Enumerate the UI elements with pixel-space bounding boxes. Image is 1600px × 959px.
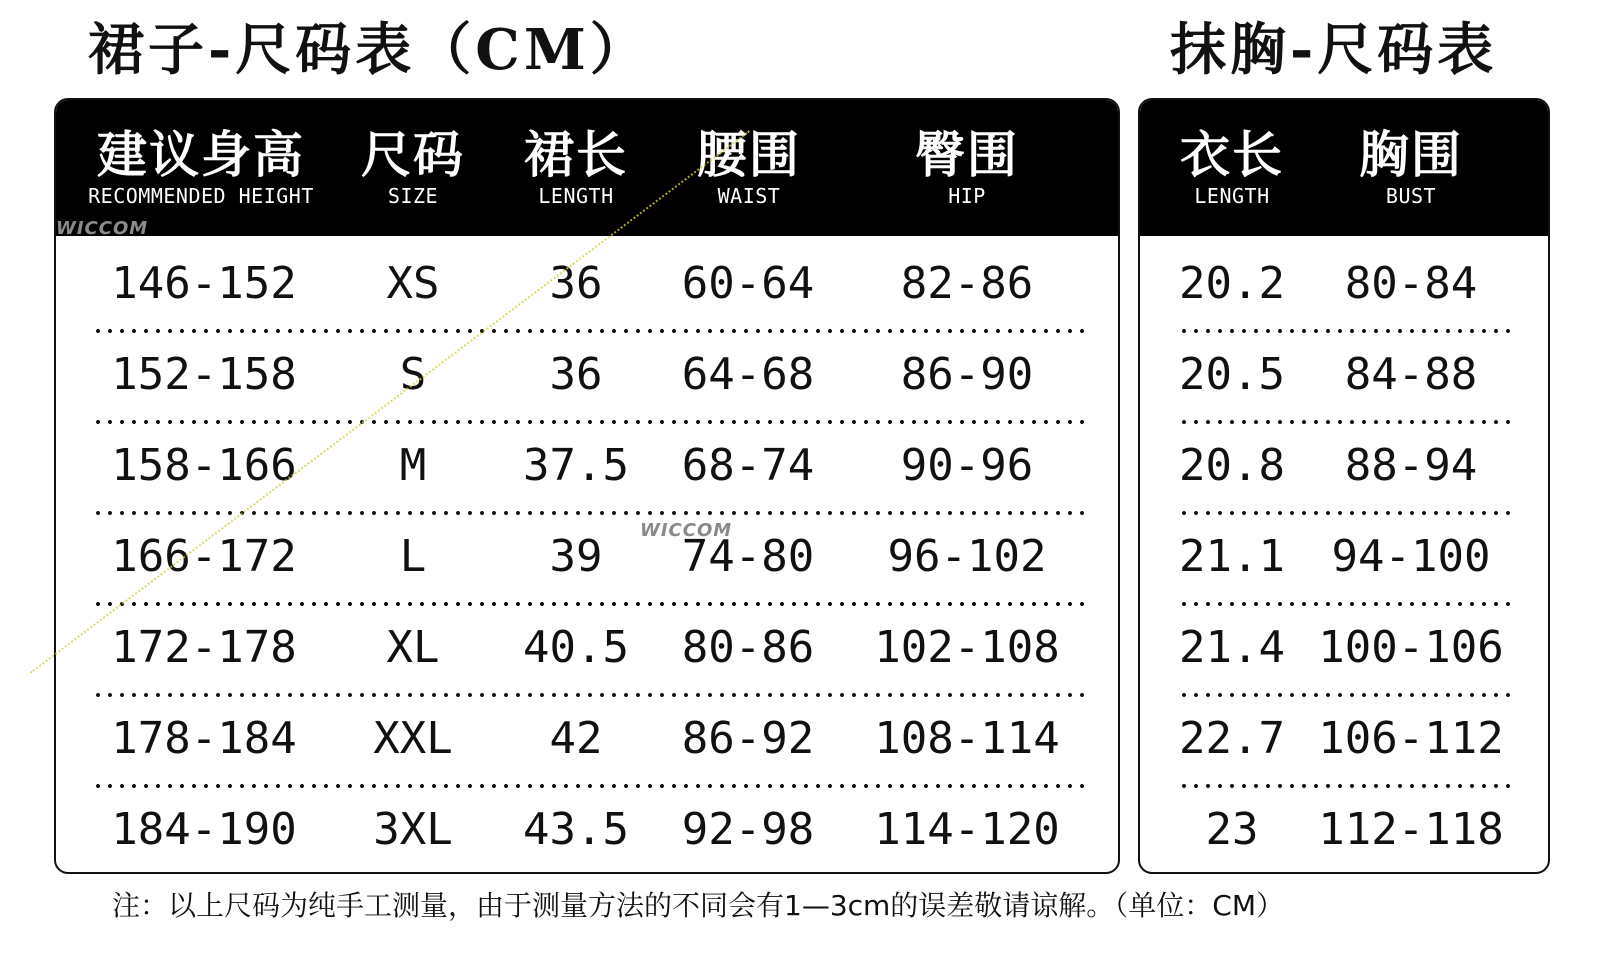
length-cell: 23	[1205, 804, 1259, 855]
header-cn-label: 尺码	[361, 126, 465, 184]
length-cell: 40.5	[523, 622, 629, 673]
size-cell: S	[399, 349, 427, 400]
bust-cell: 80-84	[1344, 258, 1478, 309]
hip-cell: 86-90	[900, 349, 1034, 400]
bust-cell: 112-118	[1318, 804, 1504, 855]
header-cn-label: 胸围	[1359, 126, 1463, 184]
header-length	[1170, 100, 1294, 236]
size-cell: XXL	[373, 713, 453, 764]
table-row	[1140, 240, 1548, 331]
header-cn-label: 腰围	[697, 126, 801, 184]
size-cell: M	[399, 440, 427, 491]
height-cell: 158-166	[111, 440, 297, 491]
table-row	[56, 422, 1118, 513]
table-row	[1140, 331, 1548, 422]
length-cell: 20.2	[1179, 258, 1285, 309]
header-length	[506, 100, 646, 236]
hip-cell: 82-86	[900, 258, 1034, 309]
length-cell: 22.7	[1179, 713, 1285, 764]
length-cell: 20.5	[1179, 349, 1285, 400]
size-cell: 3XL	[373, 804, 453, 855]
header-bust	[1346, 100, 1476, 236]
bandeau-size-table	[1138, 98, 1550, 874]
header-cn-label: 裙长	[524, 126, 628, 184]
waist-cell: 86-92	[681, 713, 815, 764]
length-cell: 36	[549, 258, 603, 309]
hip-cell: 90-96	[900, 440, 1034, 491]
table-row	[1140, 513, 1548, 604]
length-cell: 39	[549, 531, 603, 582]
bandeau-size-chart-title: 抹胸-尺码表	[1170, 17, 1498, 83]
bust-cell: 84-88	[1344, 349, 1478, 400]
header-en-label: HIP	[948, 184, 986, 208]
header-en-label: WAIST	[717, 184, 781, 208]
table-row	[56, 695, 1118, 786]
height-cell: 166-172	[111, 531, 297, 582]
length-cell: 21.4	[1179, 622, 1285, 673]
length-cell: 43.5	[523, 804, 629, 855]
length-cell: 21.1	[1179, 531, 1285, 582]
table-row	[1140, 422, 1548, 513]
footnote: 注：以上尺码为纯手工测量，由于测量方法的不同会有1—3cm的误差敬请谅解。（单位：CM）	[112, 889, 1285, 922]
waist-cell: 64-68	[681, 349, 815, 400]
header-size	[348, 100, 478, 236]
header-en-label: LENGTH	[1194, 184, 1270, 208]
height-cell: 146-152	[111, 258, 297, 309]
height-cell: 172-178	[111, 622, 297, 673]
header-en-label: LENGTH	[538, 184, 614, 208]
waist-cell: 92-98	[681, 804, 815, 855]
header-waist	[674, 100, 824, 236]
bust-cell: 94-100	[1331, 531, 1491, 582]
hip-cell: 96-102	[887, 531, 1047, 582]
header-en-label: BUST	[1385, 184, 1437, 208]
length-cell: 20.8	[1179, 440, 1285, 491]
size-cell: L	[399, 531, 427, 582]
header-cn-label: 臀围	[915, 126, 1019, 184]
height-cell: 178-184	[111, 713, 297, 764]
table-row	[56, 513, 1118, 604]
watermark: WICCOM	[56, 218, 149, 239]
bust-cell: 100-106	[1318, 622, 1504, 673]
hip-cell: 108-114	[874, 713, 1060, 764]
waist-cell: 80-86	[681, 622, 815, 673]
table-row	[1140, 695, 1548, 786]
waist-cell: 74-80	[681, 531, 815, 582]
length-cell: 36	[549, 349, 603, 400]
table-row	[56, 786, 1118, 874]
table-row	[56, 331, 1118, 422]
header-hip	[874, 100, 1060, 236]
header-en-label: RECOMMENDED HEIGHT	[88, 184, 314, 208]
length-cell: 37.5	[523, 440, 629, 491]
waist-cell: 68-74	[681, 440, 815, 491]
hip-cell: 102-108	[874, 622, 1060, 673]
skirt-size-chart-title: 裙子-尺码表（CM）	[88, 17, 650, 83]
height-cell: 152-158	[111, 349, 297, 400]
size-cell: XS	[386, 258, 440, 309]
table-row	[56, 604, 1118, 695]
waist-cell: 60-64	[681, 258, 815, 309]
hip-cell: 114-120	[874, 804, 1060, 855]
header-en-label: SIZE	[387, 184, 439, 208]
height-cell: 184-190	[111, 804, 297, 855]
watermark: WICCOM	[640, 520, 733, 541]
header-cn-label: 衣长	[1180, 126, 1284, 184]
header-recommended-height	[70, 100, 332, 236]
table-row	[1140, 604, 1548, 695]
bust-cell: 88-94	[1344, 440, 1478, 491]
size-cell: XL	[386, 622, 440, 673]
header-cn-label: 建议身高	[97, 126, 305, 184]
length-cell: 42	[549, 713, 603, 764]
skirt-size-table	[54, 98, 1120, 874]
bandeau-table-header	[1140, 100, 1548, 236]
table-row	[1140, 786, 1548, 874]
skirt-table-header	[56, 100, 1118, 236]
bust-cell: 106-112	[1318, 713, 1504, 764]
